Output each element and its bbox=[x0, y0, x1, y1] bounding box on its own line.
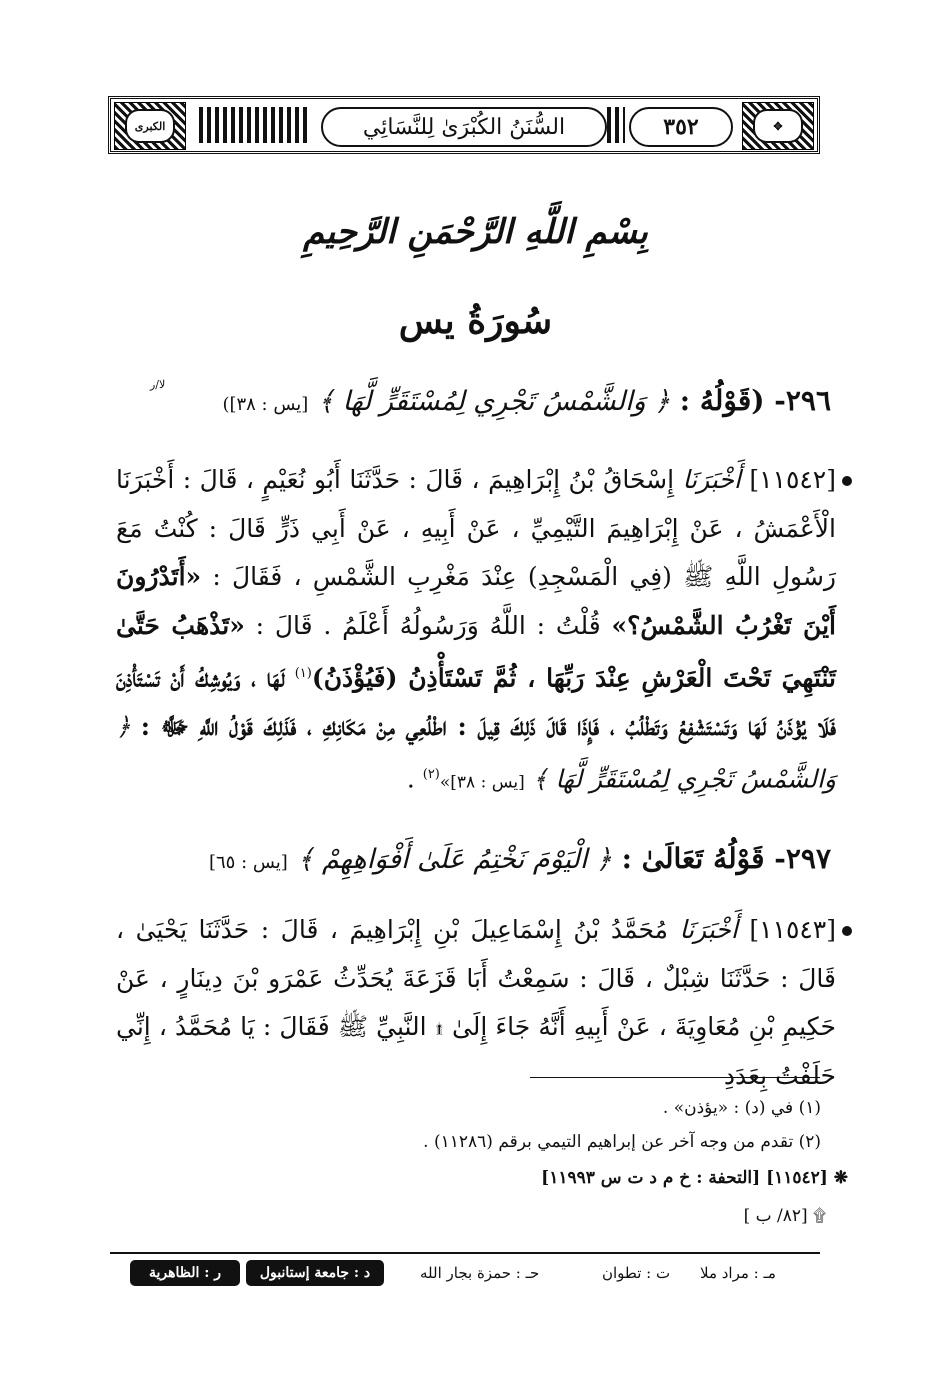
matn-bold-2: «تَذْهَبُ حَتَّىٰ تَنْتَهِيَ تَحْتَ الْعَرْشِ عِنْدَ رَبِّهَا ، ثُمَّ تَسْتَأْذِنُ (فَيُؤْذَنُ) bbox=[116, 610, 836, 693]
footer-badge-d: د : جامعة إستانبول bbox=[246, 1260, 384, 1286]
verse-reference: [يس : ٣٨]) bbox=[222, 394, 309, 415]
footnote-folio: ۩ [٨٢/ ب ] bbox=[743, 1206, 826, 1226]
hadith-number: [١١٥٤٢] bbox=[749, 465, 836, 494]
akhbarana: أَخْبَرَنَا bbox=[682, 465, 741, 494]
footnote-tuhfa: ❋ [١١٥٤٢] [التحفة : خ م د ت س ١١٩٩٣] bbox=[541, 1168, 848, 1188]
footer-m: مـ : مراد ملا bbox=[700, 1264, 776, 1282]
quran-quote-inline: ﴿ وَالشَّمْسُ تَجْرِي لِمُسْتَقَرٍّ لَّهَا ﴾ bbox=[116, 711, 836, 794]
page-number: ٣٥٢ bbox=[629, 107, 733, 147]
footnote-ref-1: (١) bbox=[294, 666, 312, 681]
hadith-bullet bbox=[842, 926, 852, 936]
isnad-text: مُحَمَّدُ بْنُ إِسْمَاعِيلَ بْنِ إِبْرَاهِيمَ ، قَالَ : حَدَّثَنَا يَحْيَىٰ ، قَالَ : حَدَّثَنَا شِبْلٌ ، قَالَ : سَمِعْتُ أَبَا قَزَعَةَ يُحَدِّثُ عَمْرَو بْنَ دِينَارٍ ، عَنْ حَكِيمِ بْنِ مُعَاوِيَةَ ، عَنْ أَبِيهِ أَنَّهُ جَاءَ إِلَىٰ ۩ النَّبِيِّ ﷺ فَقَالَ : يَا مُحَمَّدُ ، إِنِّي حَلَفْتُ بِعَدَدِ bbox=[116, 915, 836, 1090]
akhbarana: أَخْبَرَنَا bbox=[679, 915, 738, 944]
reply-text: قُلْتُ : اللَّهُ وَرَسُولُهُ أَعْلَمُ . قَالَ : bbox=[255, 610, 601, 640]
hadith-bullet bbox=[842, 476, 852, 486]
hadith-number: [١١٥٤٣] bbox=[749, 915, 836, 944]
verse-reference-inline: [يس : ٣٨]» bbox=[439, 772, 525, 793]
header-ornament-band-right bbox=[607, 107, 625, 143]
header-ornament-left bbox=[114, 102, 186, 150]
footnote-ref-2: (٢) bbox=[422, 767, 440, 783]
hadith-11543 bbox=[116, 906, 836, 1100]
ornament-knot-icon: ✥ bbox=[753, 109, 803, 143]
footnote-divider bbox=[530, 1077, 820, 1078]
section-heading-297 bbox=[111, 842, 831, 875]
quran-quote: ﴿ وَالشَّمْسُ تَجْرِي لِمُسْتَقَرٍّ لَّهَا ﴾ bbox=[318, 386, 671, 417]
matn-bold-1: «أَتَدْرُونَ أَيْنَ تَغْرُبُ الشَّمْسُ؟» bbox=[116, 562, 836, 640]
hadith-11542 bbox=[116, 456, 836, 807]
variant-mark: لا/ر bbox=[150, 378, 166, 391]
footnote-2: (٢) تقدم من وجه آخر عن إبراهيم التيمي برقم (١١٢٨٦) . bbox=[423, 1132, 821, 1152]
footer-divider bbox=[110, 1252, 820, 1254]
quran-quote: ﴿ الْيَوْمَ نَخْتِمُ عَلَىٰ أَفْوَاهِهِمْ ﴾ bbox=[297, 844, 612, 875]
page-header bbox=[108, 96, 820, 154]
verse-reference: [يس : ٦٥] bbox=[208, 852, 288, 873]
heading-number: ٢٩٦- bbox=[774, 384, 831, 417]
heading-number: ٢٩٧- bbox=[774, 842, 831, 875]
heading-word: (قَوْلُهُ : bbox=[679, 384, 765, 417]
matn-bold-3: لَهَا ، وَيُوشِكُ أَنْ تَسْتَأْذِنَ فَلَا يُؤْذَنُ لَهَا وَتَسْتَشْفِعُ وَتَطْلُبُ ، فَإِذَا قَالَ ذَلِكَ قِيلَ : اطْلُعِي مِنْ مَكَانِكِ ، فَذَلِكَ قَوْلُ اللَّهِ ﷻ : bbox=[116, 663, 836, 741]
seal: الكبرى bbox=[125, 109, 175, 143]
footnote-1: (١) في (د) : «يؤذن» . bbox=[662, 1098, 821, 1118]
heading-word: قَوْلُهُ تَعَالَىٰ : bbox=[621, 842, 765, 875]
end-period: . bbox=[406, 764, 415, 794]
header-ornament-band-left bbox=[199, 107, 309, 143]
section-heading-296 bbox=[111, 384, 831, 417]
header-ornament-right bbox=[742, 102, 814, 150]
book-title: السُّنَنُ الكُبْرَىٰ لِلنَّسَائِي bbox=[321, 107, 607, 147]
footer-t: ت : تطوان bbox=[602, 1264, 671, 1282]
footer-badge-r: ر : الظاهرية bbox=[130, 1260, 240, 1286]
isnad-text: إِسْحَاقُ بْنُ إِبْرَاهِيمَ ، قَالَ : حَدَّثَنَا أَبُو نُعَيْمٍ ، قَالَ : أَخْبَرَنَا الْأَعْمَشُ ، عَنْ إِبْرَاهِيمَ التَّيْمِيِّ ، عَنْ أَبِيهِ ، عَنْ أَبِي ذَرٍّ قَالَ : كُنْتُ مَعَ رَسُولِ اللَّهِ ﷺ (فِي الْمَسْجِدِ) عِنْدَ مَغْرِبِ الشَّمْسِ ، فَقَالَ : bbox=[116, 465, 836, 591]
surah-title: سُورَةُ يس bbox=[398, 300, 553, 342]
footer-h: حـ : حمزة بجار الله bbox=[420, 1264, 540, 1282]
basmala: بِسْمِ اللَّهِ الرَّحْمَنِ الرَّحِيمِ bbox=[303, 212, 648, 252]
